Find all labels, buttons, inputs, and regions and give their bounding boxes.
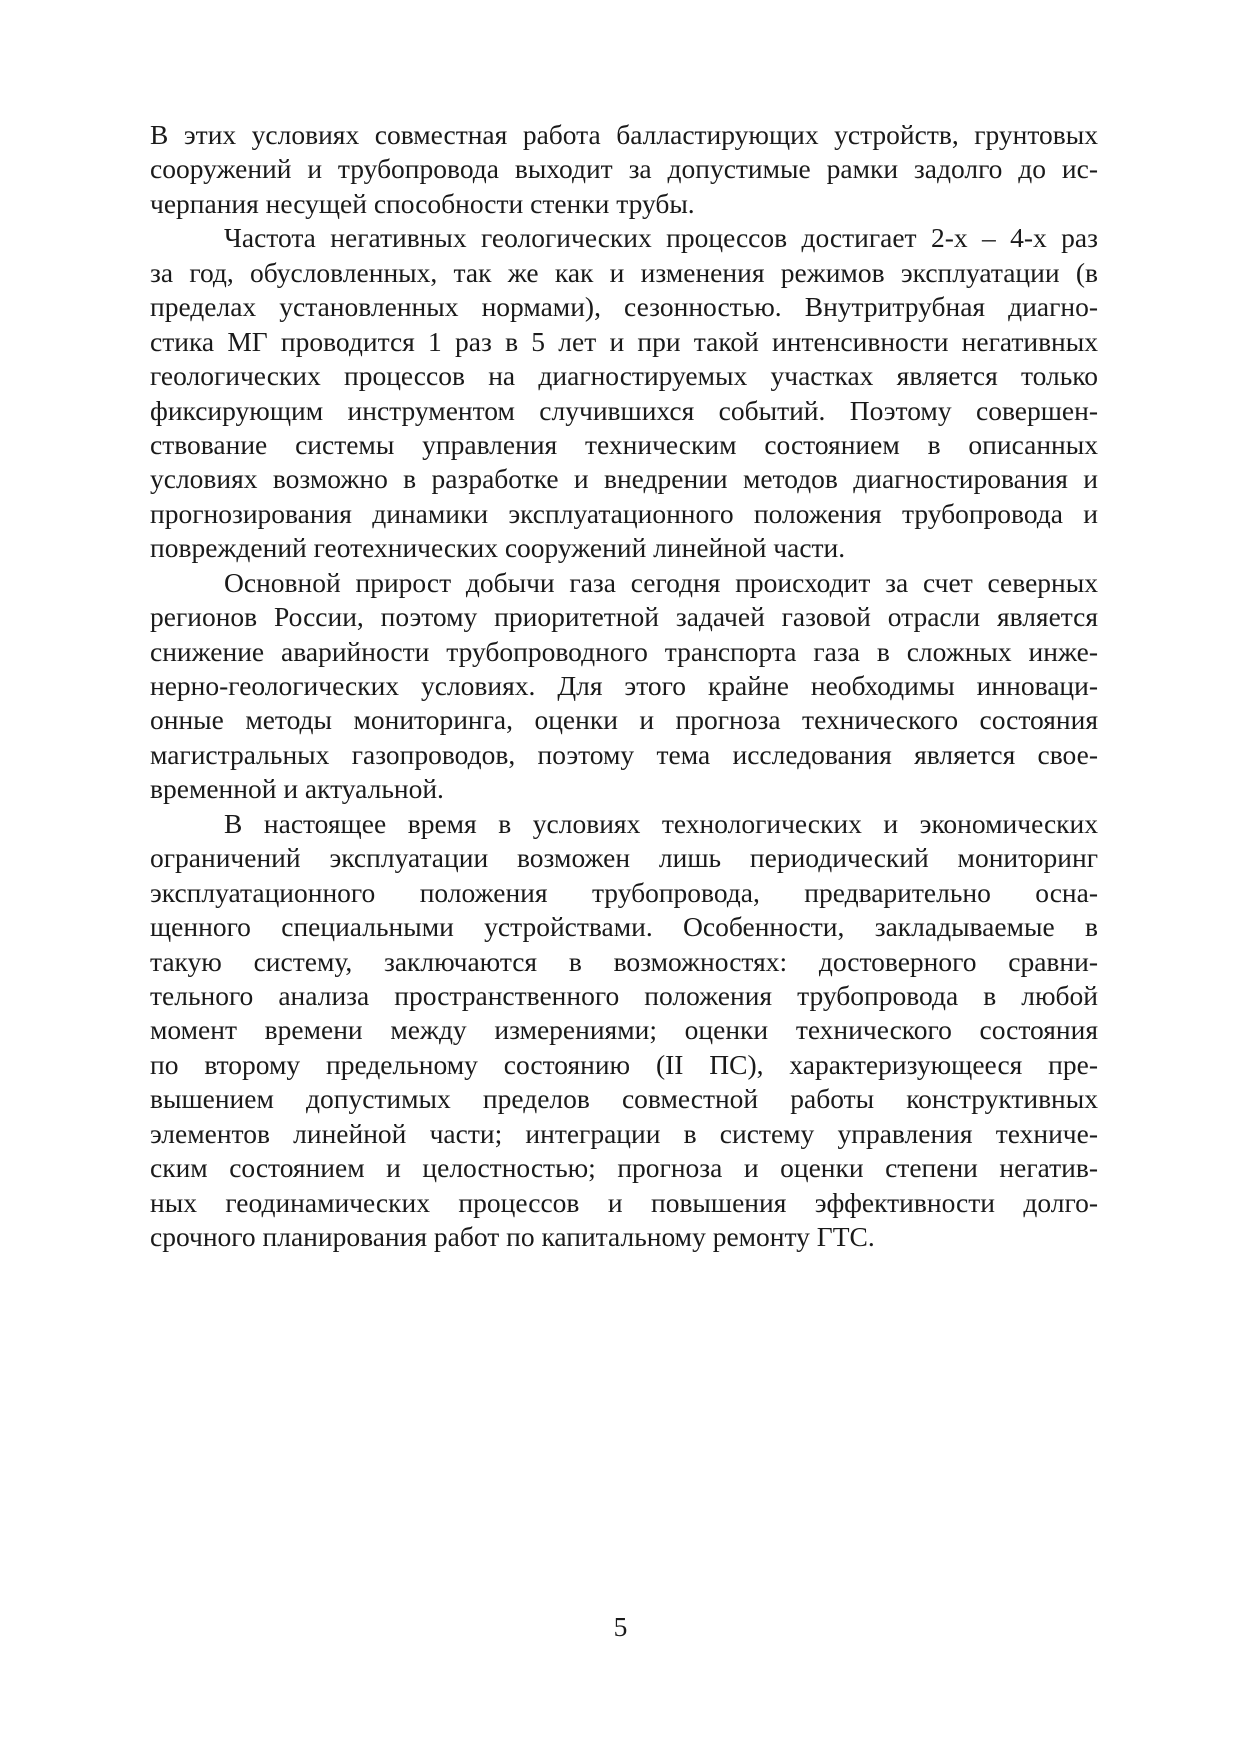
page-number: 5 bbox=[613, 1611, 628, 1642]
text-line: магистральных газопроводов, поэтому тема исследования является свое- bbox=[150, 738, 1098, 770]
text-line: онные методы мониторинга, оценки и прогноза технического состояния bbox=[150, 704, 1098, 736]
text-line: снижение аварийности трубопроводного транспорта газа в сложных инже- bbox=[150, 635, 1098, 667]
text-line: В настоящее время в условиях технологических и экономических bbox=[224, 807, 1098, 839]
text-line: вышением допустимых пределов совместной работы конструктивных bbox=[150, 1083, 1098, 1115]
text-line: черпания несущей способности стенки трубы. bbox=[150, 187, 695, 219]
text-line: ствование системы управления техническим состоянием в описанных bbox=[150, 428, 1098, 460]
paragraph bbox=[150, 221, 1098, 565]
text-line: нерно-геологических условиях. Для этого крайне необходимы инноваци- bbox=[150, 670, 1098, 701]
text-line: прогнозирования динамики эксплуатационного положения трубопровода и bbox=[150, 497, 1098, 529]
text-line: момент времени между измерениями; оценки технического состояния bbox=[150, 1014, 1098, 1046]
text-line: эксплуатационного положения трубопровода, предварительно осна- bbox=[150, 876, 1098, 908]
text-line: временной и актуальной. bbox=[150, 773, 444, 805]
text-line: тельного анализа пространственного положения трубопровода в любой bbox=[150, 979, 1098, 1011]
body-text bbox=[150, 118, 1098, 1254]
text-line: стика МГ проводится 1 раз в 5 лет и при такой интенсивности негативных bbox=[150, 325, 1098, 357]
text-line: за год, обусловленных, так же как и изменения режимов эксплуатации (в bbox=[150, 256, 1098, 288]
paragraph bbox=[150, 807, 1098, 1255]
text-line: пределах установленных нормами), сезонностью. Внутритрубная диагно- bbox=[150, 291, 1098, 323]
text-line: повреждений геотехнических сооружений линейной части. bbox=[150, 532, 846, 564]
text-line: щенного специальными устройствами. Особенности, закладываемые в bbox=[150, 911, 1098, 943]
text-line: В этих условиях совместная работа балластирующих устройств, грунтовых bbox=[150, 119, 1098, 150]
text-line: регионов России, поэтому приоритетной задачей газовой отрасли является bbox=[150, 601, 1098, 633]
text-line: ским состоянием и целостностью; прогноза и оценки степени негатив- bbox=[150, 1152, 1098, 1184]
text-line: срочного планирования работ по капитальному ремонту ГТС. bbox=[150, 1221, 875, 1252]
text-line: такую систему, заключаются в возможностях: достоверного сравни- bbox=[150, 945, 1098, 977]
paragraph bbox=[150, 118, 1098, 221]
text-line: ных геодинамических процессов и повышения эффективности долго- bbox=[150, 1186, 1098, 1218]
text-line: элементов линейной части; интеграции в систему управления техниче- bbox=[150, 1117, 1098, 1149]
text-line: условиях возможно в разработке и внедрении методов диагностирования и bbox=[150, 463, 1098, 495]
text-line: Частота негативных геологических процессов достигает 2-х – 4-х раз bbox=[224, 222, 1098, 254]
text-line: геологических процессов на диагностируемых участках является только bbox=[150, 360, 1098, 392]
paragraph bbox=[150, 566, 1098, 807]
text-line: Основной прирост добычи газа сегодня происходит за счет северных bbox=[224, 566, 1098, 598]
text-line: ограничений эксплуатации возможен лишь периодический мониторинг bbox=[150, 842, 1098, 874]
text-line: фиксирующим инструментом случившихся событий. Поэтому совершен- bbox=[150, 394, 1098, 426]
text-line: сооружений и трубопровода выходит за допустимые рамки задолго до ис- bbox=[150, 153, 1098, 185]
text-line: по второму предельному состоянию (II ПС), характеризующееся пре- bbox=[150, 1048, 1098, 1080]
